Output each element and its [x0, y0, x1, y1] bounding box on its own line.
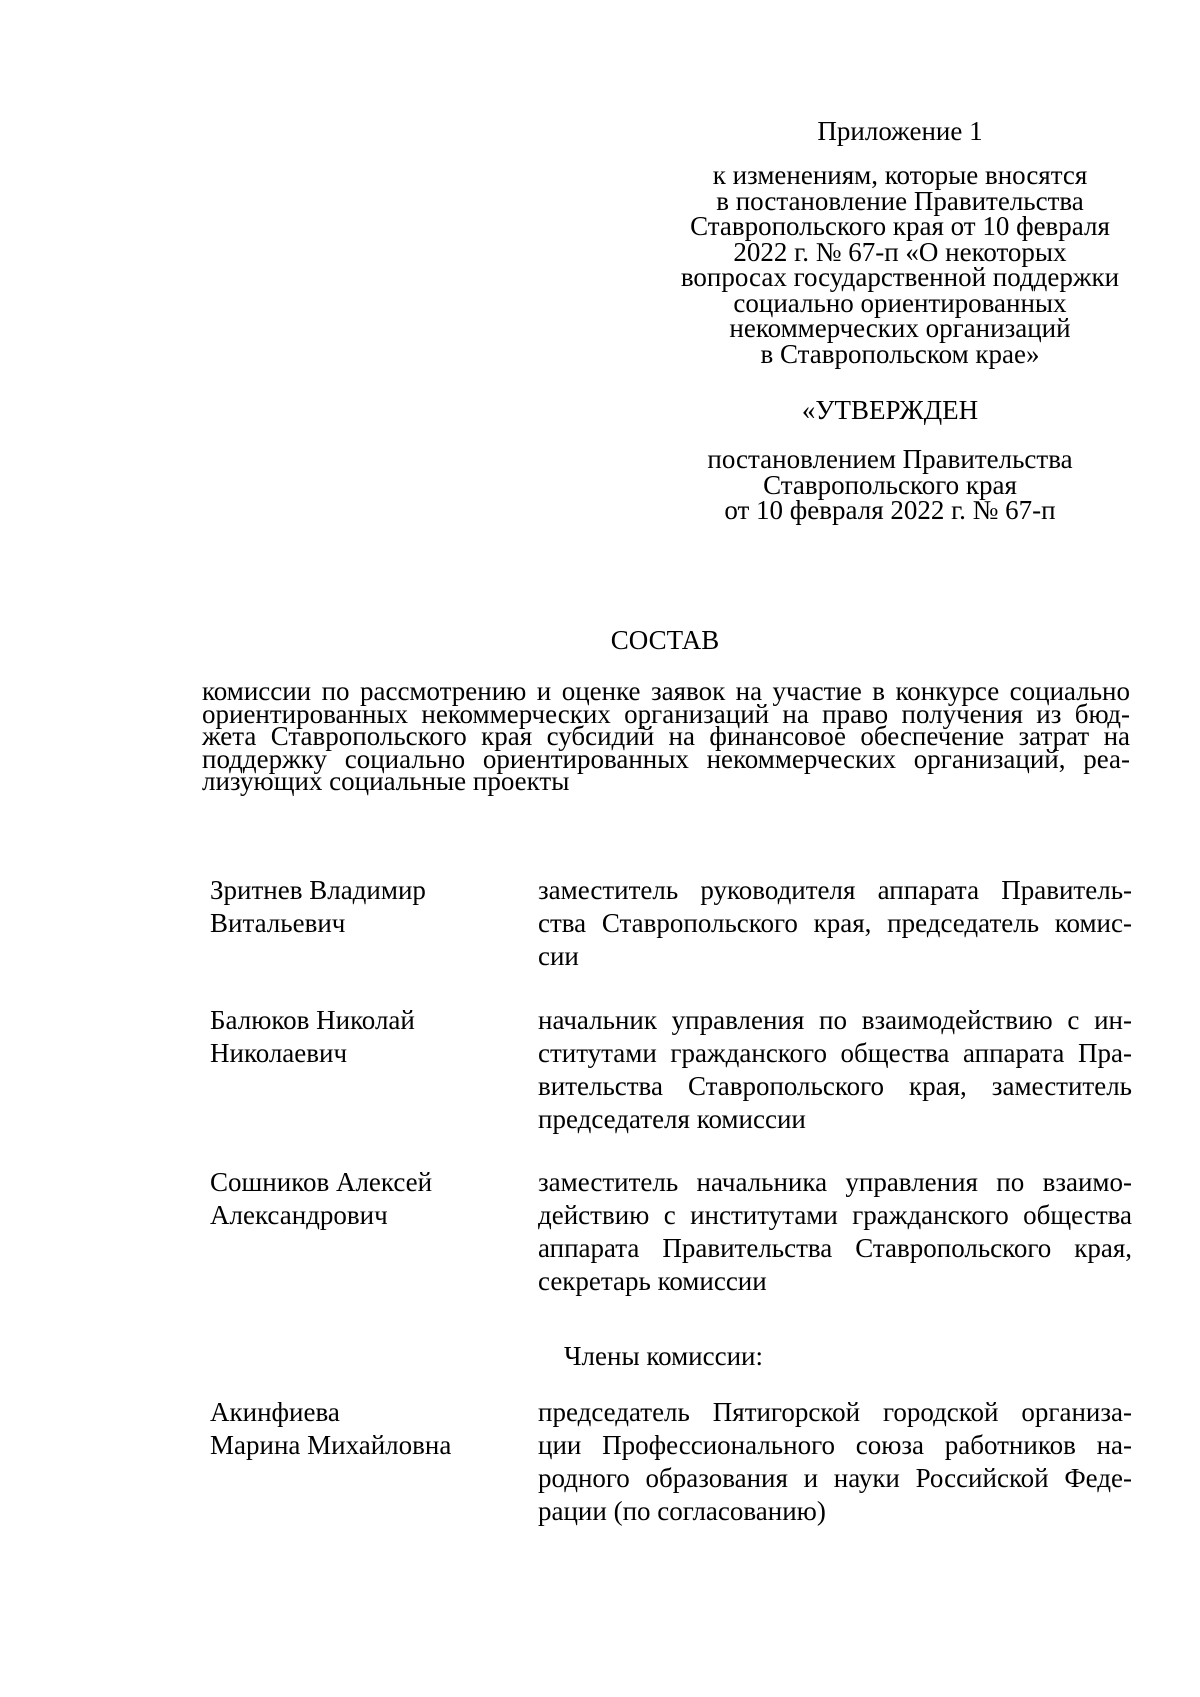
changes-line: к изменениям, которые вносятся: [712, 160, 1088, 190]
changes-reference: [660, 160, 1140, 369]
member-name-line: Балюков Николай: [210, 1005, 415, 1035]
member-role: [538, 1396, 1132, 1528]
member-name: [210, 1396, 510, 1462]
commission-description: [202, 676, 1130, 796]
member-role: [538, 874, 1132, 973]
member-name: [210, 1004, 510, 1070]
member-role-line: ства Ставропольского края, председатель комис-: [538, 908, 1132, 938]
member-role-line: председателя комиссии: [538, 1104, 806, 1134]
approved-reference: [690, 444, 1090, 525]
member-role-line: ститутами гражданского общества аппарата Пра-: [538, 1038, 1132, 1068]
description-line: комиссии по рассмотрению и оценке заявок на участие в конкурсе социально: [202, 676, 1130, 706]
description-line: жета Ставропольского края субсидий на финансовое обеспечение затрат на: [202, 721, 1130, 751]
member-role-line: секретарь комиссии: [538, 1266, 767, 1296]
changes-line: в Ставропольском крае»: [760, 338, 1040, 369]
member-name-line: Зритнев Владимир: [210, 875, 426, 905]
member-role: [538, 1166, 1132, 1298]
changes-line: вопросах государственной поддержки: [680, 262, 1120, 292]
changes-line: некоммерческих организаций: [729, 313, 1071, 343]
approved-line: от 10 февраля 2022 г. № 67-п: [724, 495, 1056, 525]
changes-line: в постановление Правительства: [716, 185, 1084, 216]
member-role: [538, 1004, 1132, 1136]
member-role-line: заместитель руководителя аппарата Правитель-: [538, 875, 1132, 905]
changes-line: социально ориентированных: [733, 287, 1067, 318]
changes-line: Ставропольского края от 10 февраля: [690, 211, 1110, 241]
member-name: [210, 1166, 510, 1232]
member-role-line: рации (по согласованию): [538, 1496, 826, 1526]
member-role-line: вительства Ставропольского края, заместитель: [538, 1071, 1132, 1101]
member-role-line: начальник управления по взаимодействию с ин-: [538, 1005, 1132, 1035]
member-name-line: Александрович: [210, 1200, 388, 1230]
approved-title: «УТВЕРЖДЕН: [801, 395, 979, 425]
document-title: СОСТАВ: [610, 625, 720, 655]
member-role-line: действию с институтами гражданского общества: [538, 1200, 1132, 1230]
description-line: поддержку социально ориентированных некоммерческих организаций, реа-: [202, 743, 1130, 774]
description-line: ориентированных некоммерческих организаций на право получения из бюд-: [202, 698, 1130, 729]
member-name-line: Витальевич: [210, 908, 346, 938]
description-line: лизующих социальные проекты: [202, 766, 570, 796]
members-heading: Члены комиссии:: [564, 1341, 763, 1371]
approved-line: постановлением Правительства: [707, 444, 1073, 474]
appendix-title: Приложение 1: [817, 116, 983, 146]
member-role-line: ции Профессионального союза работников на-: [538, 1430, 1132, 1460]
member-role-line: аппарата Правительства Ставропольского края,: [538, 1233, 1132, 1263]
member-role-line: председатель Пятигорской городской организа-: [538, 1397, 1132, 1427]
member-name-line: Сошников Алексей: [210, 1167, 433, 1197]
member-name-line: Акинфиева: [210, 1397, 340, 1427]
member-role-line: сии: [538, 941, 579, 971]
changes-line: 2022 г. № 67-п «О некоторых: [733, 236, 1067, 267]
member-role-line: родного образования и науки Российской Феде-: [538, 1463, 1132, 1493]
member-name-line: Николаевич: [210, 1038, 348, 1068]
member-role-line: заместитель начальника управления по взаимо-: [538, 1167, 1132, 1197]
approved-line: Ставропольского края: [763, 469, 1017, 500]
member-name-line: Марина Михайловна: [210, 1430, 452, 1460]
member-name: [210, 874, 510, 940]
